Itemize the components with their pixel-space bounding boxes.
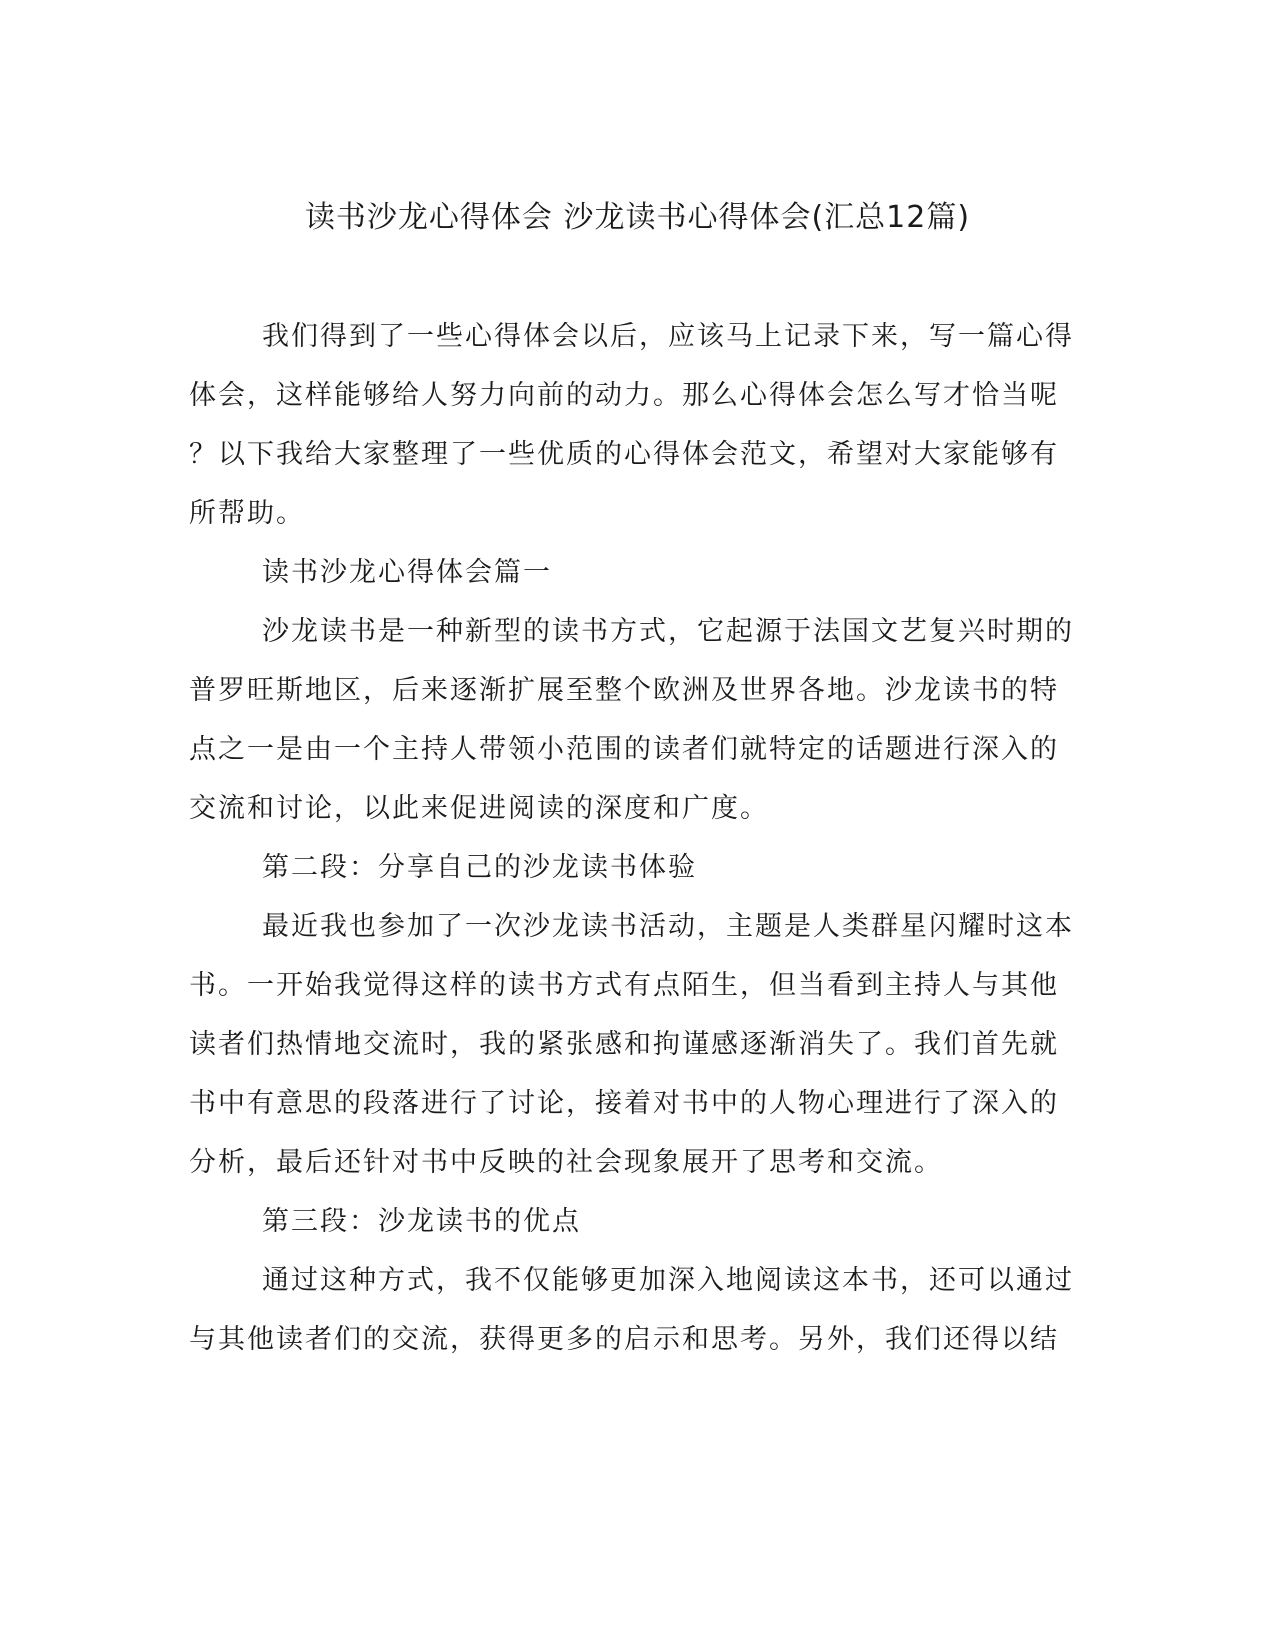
text-line: ？以下我给大家整理了一些优质的心得体会范文，希望对大家能够有 xyxy=(189,439,1059,470)
text-line: 沙龙读书是一种新型的读书方式，它起源于法国文艺复兴时期的 xyxy=(262,616,1074,647)
section-heading: 第三段：沙龙读书的优点 xyxy=(262,1206,581,1237)
document-title: 读书沙龙心得体会 沙龙读书心得体会(汇总12篇) xyxy=(304,200,971,235)
section-heading: 第二段：分享自己的沙龙读书体验 xyxy=(262,852,697,883)
text-line: 体会，这样能够给人努力向前的动力。那么心得体会怎么写才恰当呢 xyxy=(189,380,1059,411)
text-line: 书中有意思的段落进行了讨论，接着对书中的人物心理进行了深入的 xyxy=(189,1088,1059,1119)
text-line: 所帮助。 xyxy=(189,498,305,529)
text-line: 我们得到了一些心得体会以后，应该马上记录下来，写一篇心得 xyxy=(262,321,1074,352)
text-line: 书。一开始我觉得这样的读书方式有点陌生，但当看到主持人与其他 xyxy=(189,970,1059,1001)
section-heading: 读书沙龙心得体会篇一 xyxy=(262,557,552,588)
text-line: 与其他读者们的交流，获得更多的启示和思考。另外，我们还得以结 xyxy=(189,1324,1059,1355)
text-line: 通过这种方式，我不仅能够更加深入地阅读这本书，还可以通过 xyxy=(262,1265,1074,1296)
text-line: 最近我也参加了一次沙龙读书活动，主题是人类群星闪耀时这本 xyxy=(262,911,1074,942)
text-line: 读者们热情地交流时，我的紧张感和拘谨感逐渐消失了。我们首先就 xyxy=(189,1029,1059,1060)
text-line: 分析，最后还针对书中反映的社会现象展开了思考和交流。 xyxy=(189,1147,943,1178)
text-line: 普罗旺斯地区，后来逐渐扩展至整个欧洲及世界各地。沙龙读书的特 xyxy=(189,675,1059,706)
text-line: 交流和讨论，以此来促进阅读的深度和广度。 xyxy=(189,793,769,824)
text-line: 点之一是由一个主持人带领小范围的读者们就特定的话题进行深入的 xyxy=(189,734,1059,765)
